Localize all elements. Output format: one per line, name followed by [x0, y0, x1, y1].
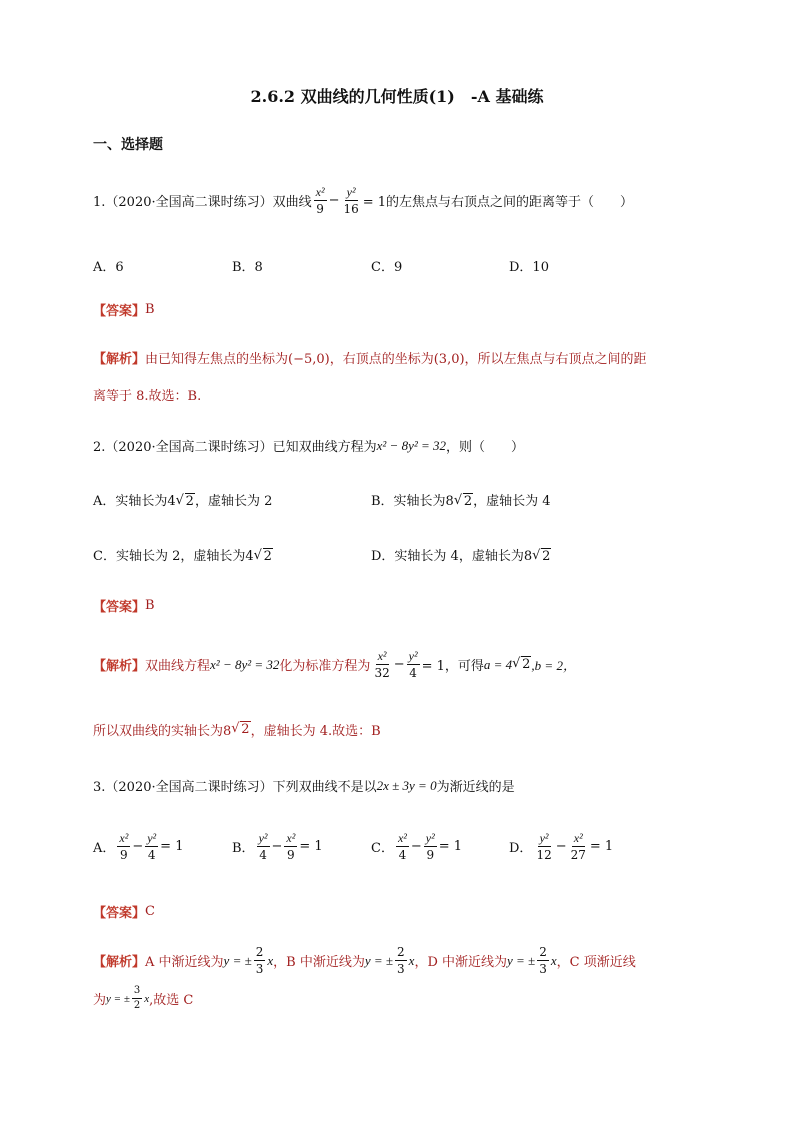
- fraction: $\frac{\text{x²}}{9}$: [315, 185, 325, 216]
- option-a: A．6: [93, 260, 124, 275]
- question-3: 3.（2020·全国高二课时练习）下列双曲线不是以 2x ± 3y = 0 为渐近线的是: [93, 777, 515, 795]
- option-b: B． $\frac{\text{y²}}{4}$ − $\frac{\text{x²}}{9}$ = 1: [232, 831, 323, 862]
- question-1: 1.（2020·全国高二课时练习）双曲线 $\frac{\text{x²}}{9}$ − $\frac{\text{y²}}{16}$ = 1的左焦点与右顶点之间的距离等于（ ）: [93, 185, 634, 216]
- option-a: A．实轴长为4√ 2，虚轴长为 2: [93, 490, 272, 509]
- option-c: C．9: [371, 260, 403, 275]
- analysis-1: 【解析】 由已知得左焦点的坐标为(−5,0)，右顶点的坐标为(3,0)，所以左焦点与右顶点之间的距: [93, 352, 647, 367]
- question-2: 2.（2020·全国高二课时练习）已知双曲线方程为 x² − 8y² = 32 ，则（ ）: [93, 437, 525, 455]
- analysis-2-cont: 所以双曲线的实轴长为8 √ 2 ，虚轴长为 4.故选：B: [93, 720, 381, 739]
- section-heading: 一、选择题: [93, 137, 163, 153]
- option-c: C．实轴长为 2，虚轴长为4√ 2: [93, 545, 273, 564]
- option-d: D．实轴长为 4，虚轴长为8√ 2: [371, 545, 551, 564]
- analysis-3: 【解析】 A 中渐近线为 y = ± $\frac{2}{3}$ x ，B 中渐近线为 y = ± $\frac{2}{3}$ x ，D 中渐近线为 y = ± $\frac{2}{3}$ x ，C 项渐近线: [93, 945, 636, 976]
- option-d: D． $\frac{\text{y²}}{12}$ − $\frac{\text{x²}}{27}$ = 1: [509, 831, 614, 862]
- answer-3: 【答案】 C: [93, 904, 155, 921]
- option-b: B．实轴长为8√ 2，虚轴长为 4: [371, 490, 551, 509]
- page-title: 2.6.2 双曲线的几何性质(1) -A 基础练: [250, 87, 544, 106]
- answer-2: 【答案】 B: [93, 598, 155, 615]
- analysis-3-cont: 为 y = ± $\frac{3}{2}$ x ,故选 C: [93, 985, 194, 1011]
- answer-1: 【答案】 B: [93, 302, 155, 319]
- option-b: B．8: [232, 260, 263, 275]
- analysis-1-cont: 离等于 8.故选：B.: [93, 389, 202, 404]
- option-d: D．10: [509, 260, 549, 275]
- option-c: C． $\frac{\text{x²}}{4}$ − $\frac{\text{y²}}{9}$ = 1: [371, 831, 463, 862]
- option-a: A． $\frac{\text{x²}}{9}$ − $\frac{\text{y²}}{4}$ = 1: [93, 831, 184, 862]
- fraction: $\frac{\text{y²}}{16}$: [343, 185, 359, 216]
- analysis-2: 【解析】 双曲线方程 x² − 8y² = 32 化为标准方程为 $\frac{\text{x²}}{32}$ − $\frac{\text{y²}}{4}$ = 1，可得 a = 4 √ 2 ,b = 2，: [93, 650, 576, 679]
